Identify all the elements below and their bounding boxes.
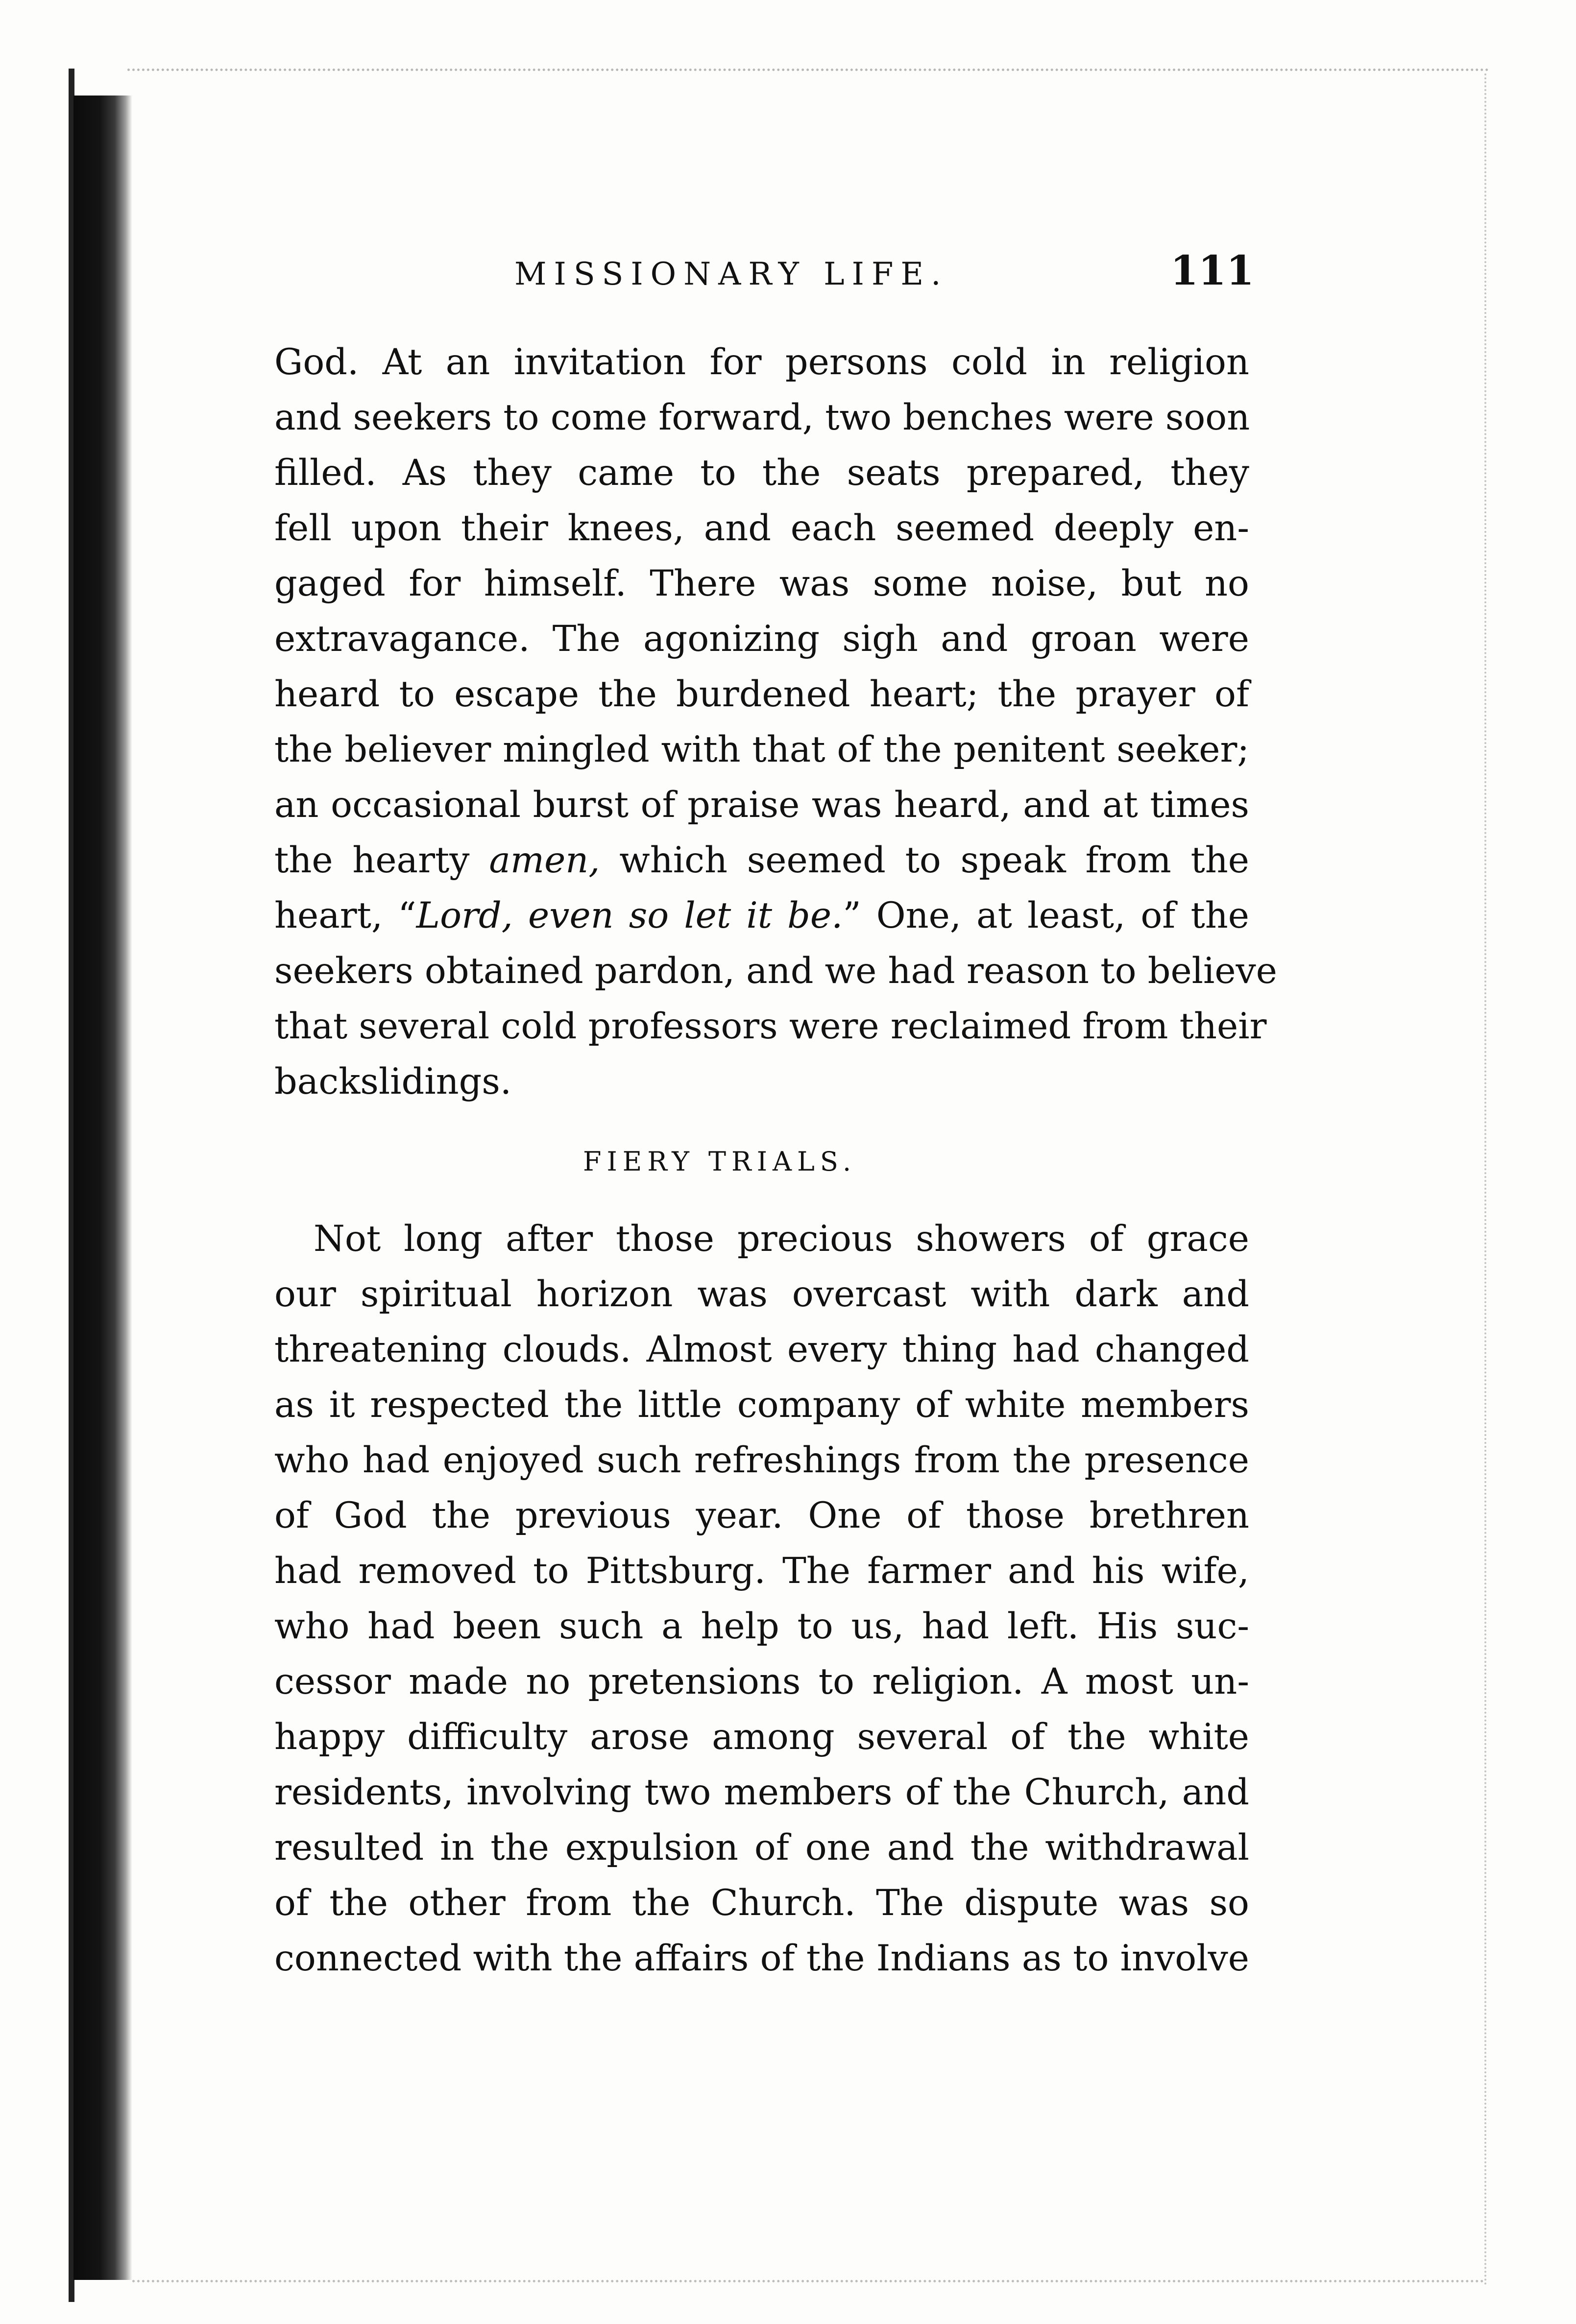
text-line: connected with the affairs of the Indians as to involve [274,1938,1249,1979]
text-line: Not long after those precious showers of grace [314,1218,1249,1260]
text-line: of God the previous year. One of those brethren [274,1495,1249,1536]
text-line: heard to escape the burdened heart; the prayer of [274,673,1249,715]
text-line: who had been such a help to us, had left. His suc- [274,1605,1249,1647]
text-segment: which seemed to speak from the [600,839,1249,881]
text-line: happy difficulty arose among several of the white [274,1716,1249,1758]
text-line: filled. As they came to the seats prepared, they [274,452,1249,494]
text-line: had removed to Pittsburg. The farmer and his wife, [274,1550,1249,1592]
text-line: our spiritual horizon was overcast with dark and [274,1273,1249,1315]
text-line: of the other from the Church. The dispute was so [274,1882,1249,1924]
text-line: an occasional burst of praise was heard, and at times [274,784,1249,826]
text-line: residents, involving two members of the Church, and [274,1772,1249,1813]
text-line: God. At an invitation for persons cold in religion [274,341,1249,383]
text-line: that several cold professors were reclaimed from their [274,1006,1267,1047]
italic-text: Lord, even so let it be. [416,895,843,936]
text-line: seekers obtained pardon, and we had reason to believe [274,950,1277,992]
page-header [274,247,1254,301]
text-line: threatening clouds. Almost every thing had changed [274,1329,1249,1370]
text-line: who had enjoyed such refreshings from the presence [274,1439,1249,1481]
text-line: backslidings. [274,1061,512,1102]
bottom-page-edge [132,2280,1484,2282]
section-heading: FIERY TRIALS. [583,1146,857,1177]
text-segment: the hearty [274,839,489,881]
text-line: cessor made no pretensions to religion. A most un- [274,1661,1249,1702]
binding-shadow [73,96,132,2280]
text-line: the believer mingled with that of the penitent seeker; [274,729,1249,770]
text-segment: ” One, at least, of the [843,895,1249,936]
page-number: 111 [1170,247,1254,294]
text-line: as it respected the little company of white members [274,1384,1249,1426]
text-line [274,891,1249,940]
running-head: MISSIONARY LIFE. [514,256,948,292]
text-line: fell upon their knees, and each seemed deeply en- [274,507,1249,549]
text-line: and seekers to come forward, two benches were soon [274,397,1250,438]
text-line: gaged for himself. There was some noise, but no [274,563,1249,604]
text-line: extravagance. The agonizing sigh and groan were [274,618,1249,660]
text-segment: heart, “ [274,895,416,936]
italic-text: amen, [489,839,600,881]
text-line [274,836,1249,885]
right-page-edge [1484,73,1486,2287]
top-page-edge [127,69,1489,71]
text-line: resulted in the expulsion of one and the withdrawal [274,1827,1249,1869]
